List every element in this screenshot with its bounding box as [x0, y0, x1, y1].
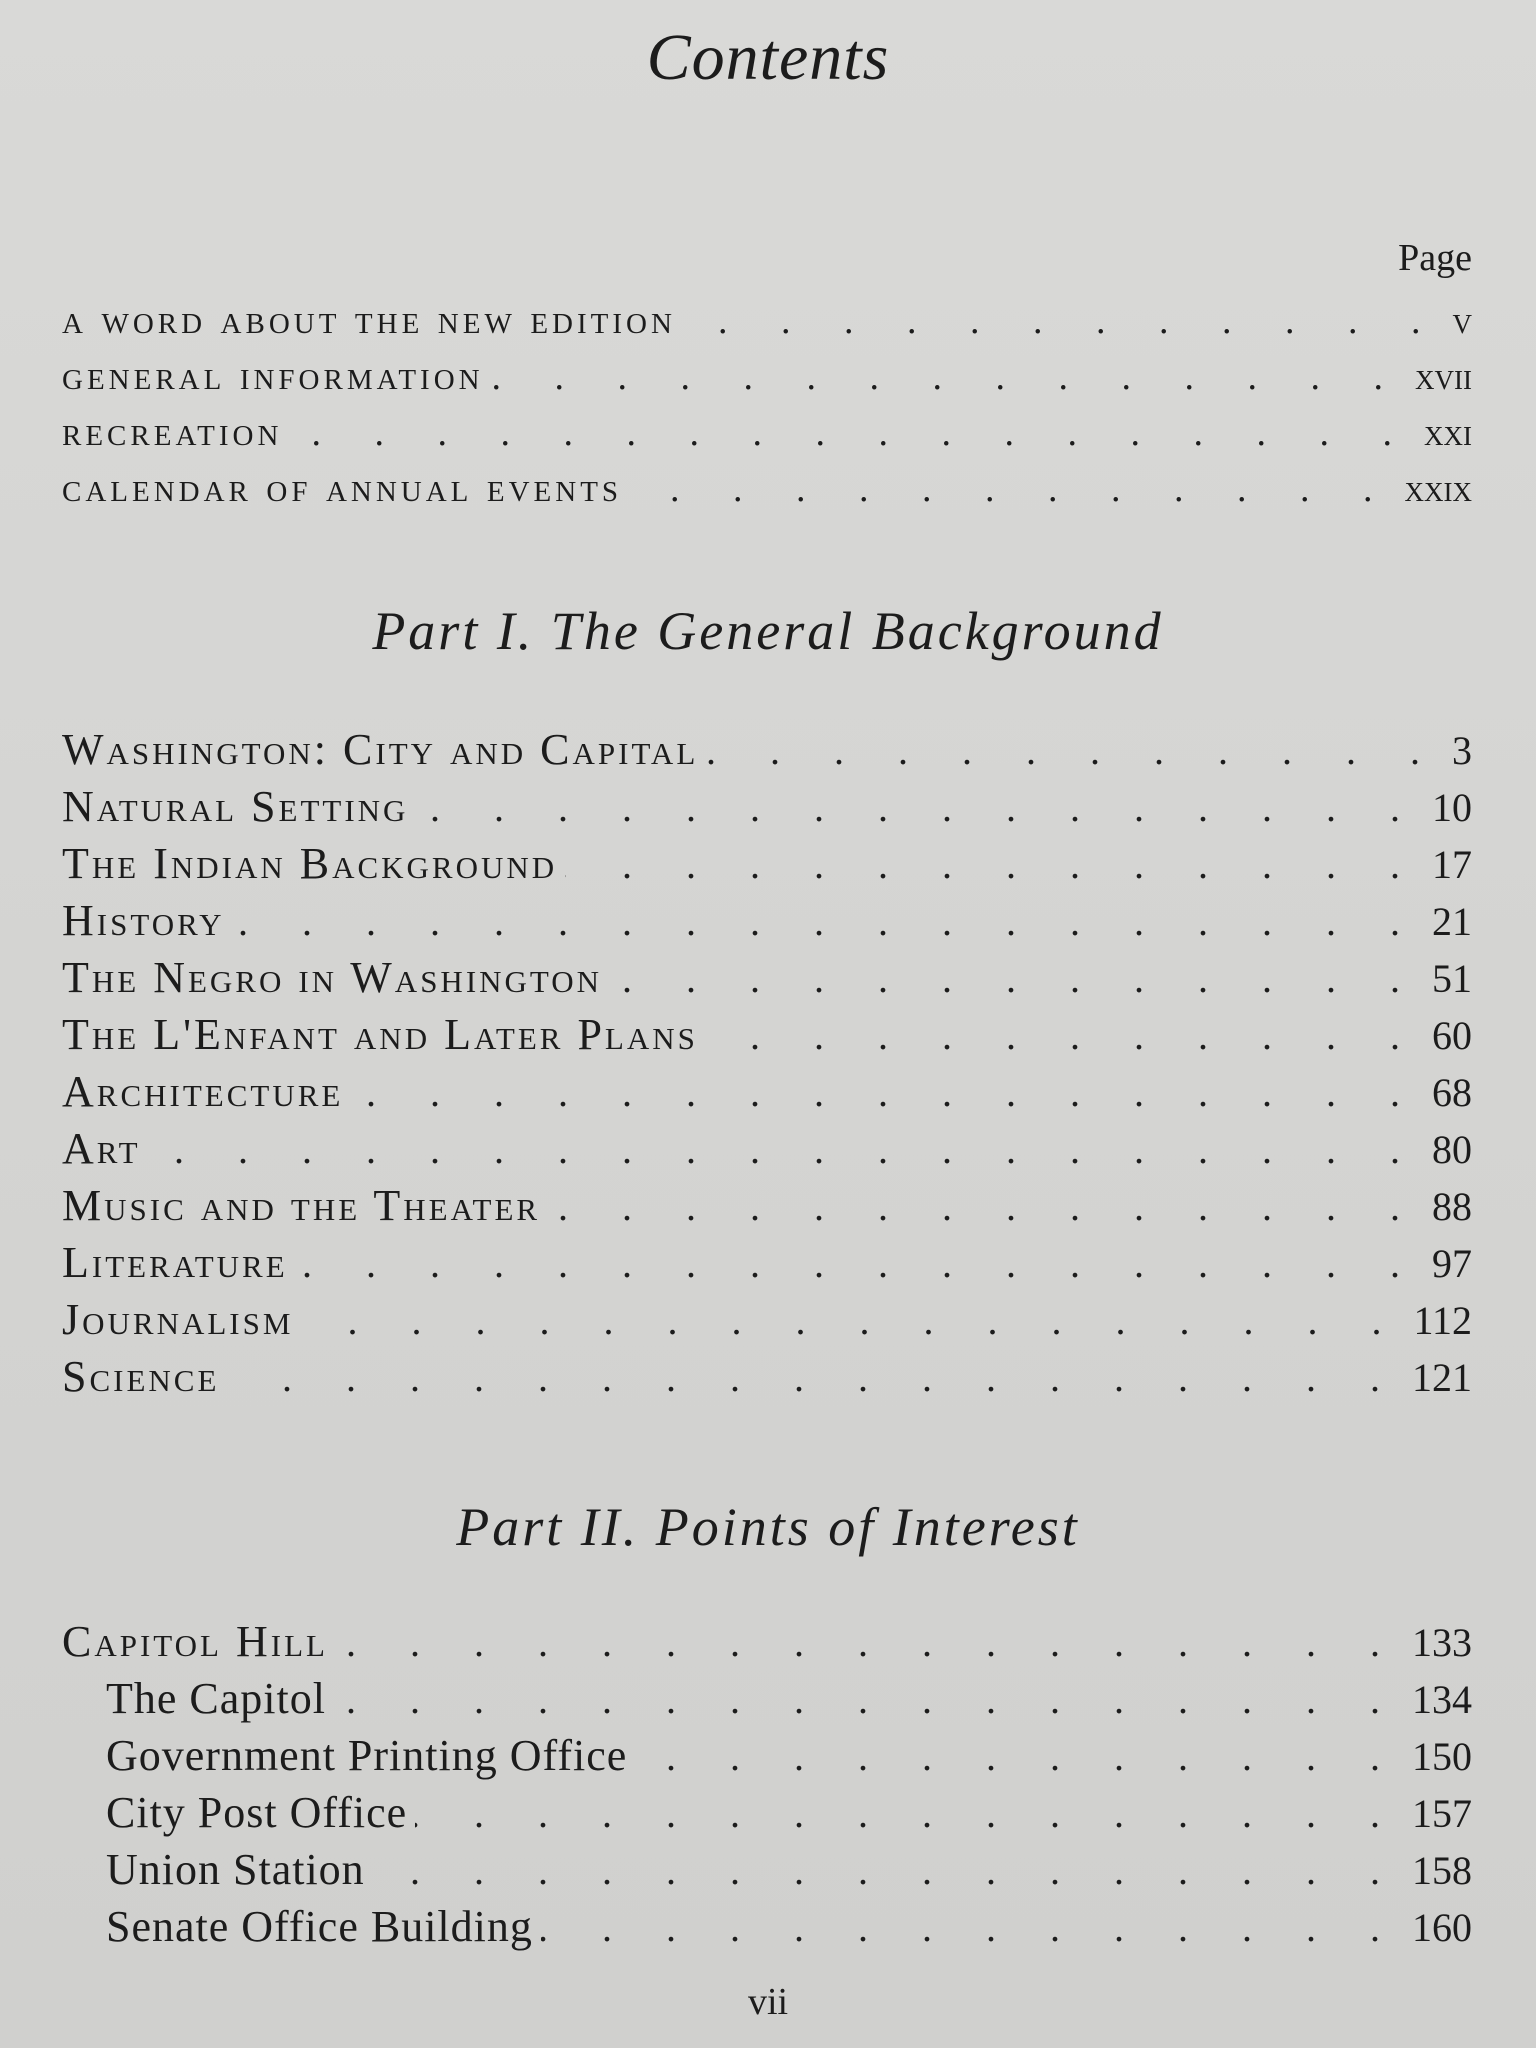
- toc-entry-page: 51: [1432, 956, 1472, 1001]
- toc-entry-page: 17: [1432, 842, 1472, 887]
- toc-entry-page: 133: [1412, 1620, 1472, 1665]
- dot-leader: [548, 1183, 1422, 1223]
- toc-entry-page: v: [1452, 300, 1472, 342]
- dot-leader: [351, 1069, 1422, 1109]
- toc-entry-page: 157: [1412, 1791, 1472, 1836]
- dot-leader: [610, 955, 1422, 995]
- dot-leader: [635, 1733, 1402, 1773]
- toc-entry-page: 68: [1432, 1070, 1472, 1115]
- toc-entry-page: 121: [1412, 1355, 1472, 1400]
- dot-leader: [296, 1240, 1422, 1280]
- toc-entry[interactable]: [106, 1844, 1472, 1900]
- dot-leader: [630, 467, 1394, 505]
- toc-entry-page: xxi: [1424, 412, 1472, 454]
- toc-entry[interactable]: [106, 1673, 1472, 1729]
- dot-leader: [415, 1790, 1402, 1830]
- toc-entry[interactable]: [62, 464, 1472, 520]
- toc-entry[interactable]: [106, 1787, 1472, 1843]
- toc-entry-label: City Post Office: [106, 1788, 408, 1837]
- part-1-heading: Part I. The General Background: [372, 601, 1164, 661]
- dot-leader: [336, 1619, 1402, 1659]
- toc-entry-page: 10: [1432, 785, 1472, 830]
- toc-entry-page: xvii: [1415, 356, 1472, 398]
- toc-entry-label: Art: [62, 1124, 141, 1173]
- page-title: Contents: [646, 21, 890, 94]
- toc-entry-label: Washington: City and Capital: [62, 725, 699, 774]
- dot-leader: [227, 1354, 1402, 1394]
- dot-leader: [706, 1012, 1422, 1052]
- toc-entry[interactable]: [62, 724, 1472, 780]
- dot-leader: [684, 299, 1443, 337]
- toc-entry[interactable]: [62, 1180, 1472, 1236]
- toc-entry-label: Union Station: [106, 1845, 365, 1894]
- toc-entry-label: The Negro in Washington: [62, 953, 603, 1002]
- toc-entry[interactable]: [62, 1066, 1472, 1122]
- toc-entry[interactable]: [62, 1237, 1472, 1293]
- toc-entry-page: 158: [1412, 1848, 1472, 1893]
- page-column-label: Page: [1398, 237, 1472, 279]
- dot-leader: [232, 898, 1422, 938]
- toc-entry-label: Music and the Theater: [62, 1181, 541, 1230]
- toc-entry-label: Literature: [62, 1238, 288, 1287]
- toc-entry[interactable]: [62, 895, 1472, 951]
- toc-entry[interactable]: [62, 1294, 1472, 1350]
- toc-entry-page: 88: [1432, 1184, 1472, 1229]
- toc-entry-label: The L'Enfant and Later Plans: [62, 1010, 698, 1059]
- toc-entry[interactable]: [62, 352, 1472, 408]
- toc-entry-label: Natural Setting: [62, 782, 409, 831]
- toc-entry-page: xxix: [1404, 468, 1472, 510]
- toc-entry-label: History: [62, 896, 225, 945]
- toc-entry[interactable]: [62, 838, 1472, 894]
- toc-entry[interactable]: [62, 408, 1472, 464]
- toc-entry[interactable]: [106, 1901, 1472, 1957]
- dot-leader: [565, 841, 1422, 881]
- toc-entry[interactable]: [62, 1123, 1472, 1179]
- toc-entry-page: 134: [1412, 1677, 1472, 1722]
- toc-entry-page: 60: [1432, 1013, 1472, 1058]
- toc-entry[interactable]: [106, 1730, 1472, 1786]
- toc-section-entry[interactable]: [62, 1616, 1472, 1672]
- toc-entry-page: 3: [1452, 728, 1472, 773]
- page-number: vii: [747, 1981, 789, 2023]
- dot-leader: [290, 411, 1414, 449]
- toc-entry-page: 80: [1432, 1127, 1472, 1172]
- toc-entry-label: Government Printing Office: [106, 1731, 628, 1780]
- toc-entry-page: 160: [1412, 1905, 1472, 1950]
- toc-entry-label: Capitol Hill: [62, 1617, 328, 1666]
- dot-leader: [373, 1847, 1402, 1887]
- dot-leader: [541, 1904, 1402, 1944]
- dot-leader: [492, 355, 1405, 393]
- toc-entry-label: The Capitol: [106, 1674, 326, 1723]
- dot-leader: [706, 727, 1442, 767]
- toc-entry-label: calendar of annual events: [62, 465, 623, 511]
- toc-entry-page: 97: [1432, 1241, 1472, 1286]
- toc-entry[interactable]: [62, 1351, 1472, 1407]
- toc-entry-label: Senate Office Building: [106, 1902, 533, 1951]
- toc-entry-label: The Indian Background: [62, 839, 558, 888]
- toc-entry[interactable]: [62, 952, 1472, 1008]
- toc-entry-label: Architecture: [62, 1067, 344, 1116]
- toc-entry-label: general information: [62, 353, 484, 399]
- toc-entry-label: a word about the new edition: [62, 297, 676, 343]
- toc-entry-label: Journalism: [62, 1295, 294, 1344]
- toc-entry-label: Science: [62, 1352, 220, 1401]
- dot-leader: [416, 784, 1422, 824]
- dot-leader: [149, 1126, 1422, 1166]
- part-2-heading: Part II. Points of Interest: [456, 1497, 1080, 1557]
- toc-entry[interactable]: [62, 781, 1472, 837]
- dot-leader: [301, 1297, 1403, 1337]
- toc-entry-page: 21: [1432, 899, 1472, 944]
- toc-entry-page: 112: [1413, 1298, 1472, 1343]
- toc-entry[interactable]: [62, 296, 1472, 352]
- dot-leader: [334, 1676, 1402, 1716]
- toc-entry[interactable]: [62, 1009, 1472, 1065]
- toc-entry-page: 150: [1412, 1734, 1472, 1779]
- toc-entry-label: recreation: [62, 409, 283, 455]
